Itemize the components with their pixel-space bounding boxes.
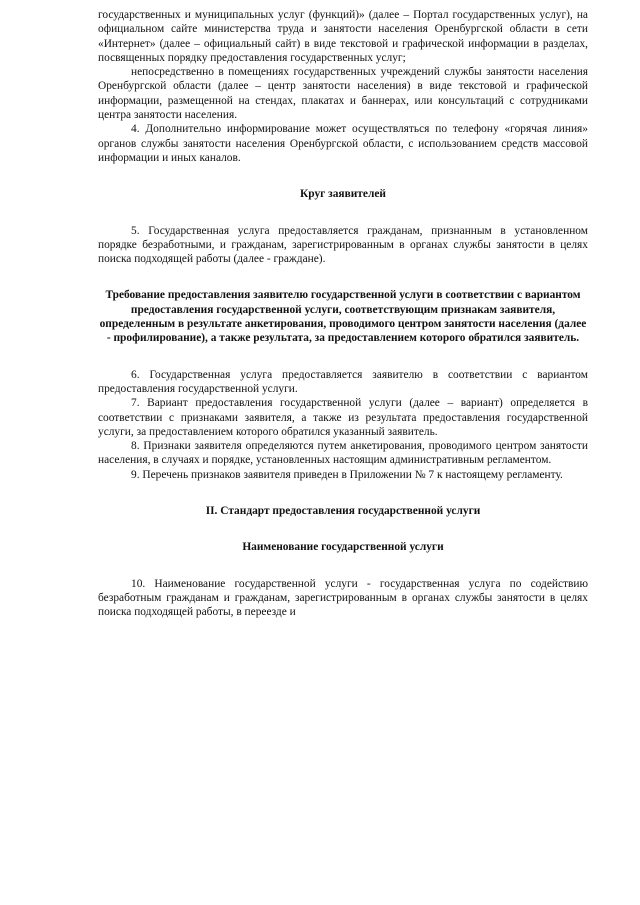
- paragraph-portal-continuation: государственных и муниципальных услуг (функций)» (далее – Портал государственных услуг), на официальном сайте министерства труда и занятости населения Оренбургской области в сети «Интернет» (далее – официальный сайт) в виде текстовой и графической информации в разделах, посвященных порядку предоставления государственных услуг;: [98, 9, 588, 64]
- paragraph-7: 7. Вариант предоставления государственной услуги (далее – вариант) определяется в соответствии с признаками заявителя, а также из результата предоставления государственной услуги, за предоставлением которого обратился указанный заявитель.: [98, 397, 588, 438]
- heading-applicants: Круг заявителей: [300, 188, 386, 201]
- paragraph-premises-info: непосредственно в помещениях государственных учреждений службы занятости населения Оренбургской области (далее – центр занятости населения) в виде текстовой и графической информации, размещенной на стендах, плакатах и баннерах, или консультаций с сотрудниками центра занятости населения.: [98, 66, 588, 122]
- paragraph-9: 9. Перечень признаков заявителя приведен в Приложении № 7 к настоящему регламенту.: [131, 468, 563, 481]
- paragraph-5: 5. Государственная услуга предоставляется гражданам, признанным в установленном порядке безработными, и гражданам, зарегистрированным в органах службы занятости в целях поиска подходящей работы (далее - граждане).: [98, 224, 588, 266]
- paragraph-4: 4. Дополнительно информирование может осуществляться по телефону «горячая линия» органов службы занятости населения Оренбургской области, с использованием средств массовой информации и иных каналов.: [98, 123, 588, 164]
- heading-requirement: Требование предоставления заявителю государственной услуги в соответствии с вариантом предоставления государственной услуги, соответствующим признакам заявителя, определенным в результате анкетирования, проводимого центром занятости населения (далее - профилирование), а также результата, за предоставлением которого обратился заявитель.: [99, 289, 587, 345]
- paragraph-10: 10. Наименование государственной услуги - государственная услуга по содействию безработным гражданам и гражданам, зарегистрированным в органах службы занятости в целях поиска подходящей работы, в переезде и: [98, 577, 588, 619]
- heading-service-name: Наименование государственной услуги: [242, 541, 444, 554]
- paragraph-6: 6. Государственная услуга предоставляется заявителю в соответствии с вариантом предоставления государственной услуги.: [98, 368, 588, 395]
- heading-section-2: II. Стандарт предоставления государственной услуги: [205, 505, 481, 518]
- paragraph-8: 8. Признаки заявителя определяются путем анкетирования, проводимого центром занятости населения, в случаях и порядке, установленных настоящим административным регламентом.: [98, 440, 588, 467]
- document-page: [98, 8, 588, 620]
